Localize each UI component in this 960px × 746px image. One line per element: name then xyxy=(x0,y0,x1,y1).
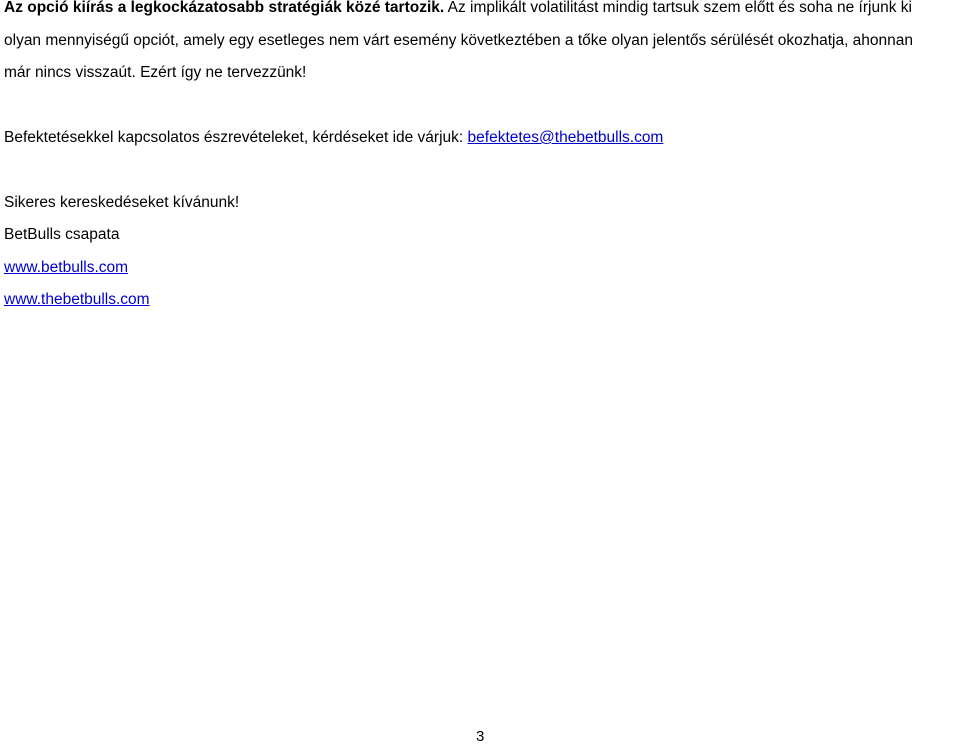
paragraph-line-2: olyan mennyiségű opciót, amely egy esetleges nem várt esemény következtében a tőke olyan jelentős sérülését okozhatja, ahonnan xyxy=(4,32,914,49)
paragraph-line-1 xyxy=(4,0,912,18)
signature: BetBulls csapata xyxy=(4,226,120,243)
contact-email-link[interactable]: befektetes@thebetbulls.com xyxy=(467,129,664,146)
contact-text: Befektetésekkel kapcsolatos észrevételeket, kérdéseket ide várjuk: xyxy=(4,129,468,146)
paragraph-line-3: már nincs visszaút. Ezért így ne tervezzünk! xyxy=(4,64,307,81)
contact-line xyxy=(4,128,663,148)
website-link-betbulls xyxy=(4,258,128,278)
thebetbulls-link[interactable]: www.thebetbulls.com xyxy=(4,291,150,308)
closing-wish: Sikeres kereskedéseket kívánunk! xyxy=(4,194,240,211)
betbulls-link[interactable]: www.betbulls.com xyxy=(4,259,129,276)
bold-lead-sentence: Az opció kiírás a legkockázatosabb stratégiák közé tartozik. xyxy=(4,0,445,16)
website-link-thebetbulls xyxy=(4,290,150,310)
paragraph-line-1-rest: Az implikált volatilitást mindig tartsuk szem előtt és soha ne írjunk ki xyxy=(444,0,912,16)
page-number: 3 xyxy=(476,728,485,745)
